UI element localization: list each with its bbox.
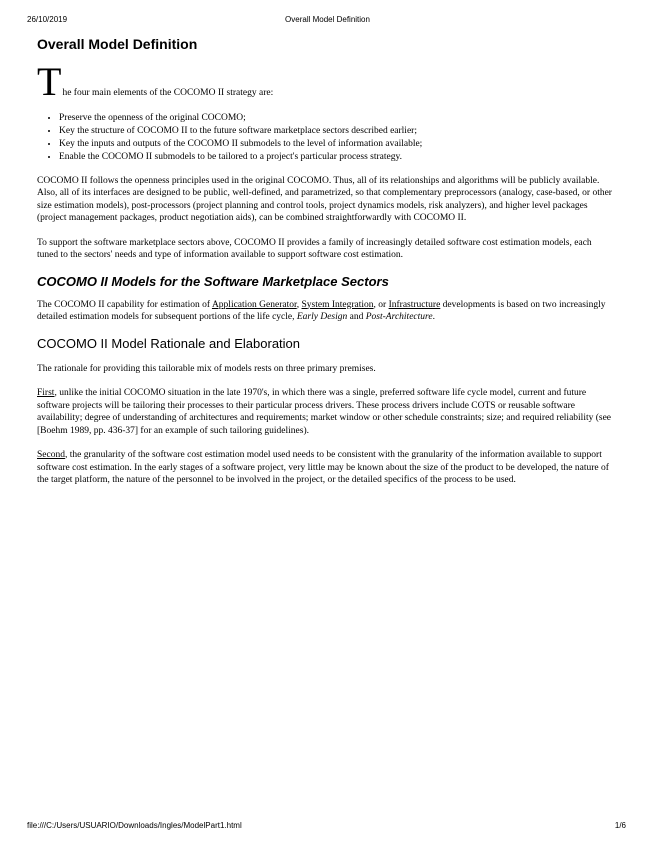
first-premise-paragraph: [37, 387, 615, 437]
application-generator-link[interactable]: Application Generator: [211, 299, 297, 310]
openness-paragraph: COCOMO II follows the openness principles used in the original COCOMO. Thus, all of its relationships and algorithms will be publicly available. Also, all of its interfaces are designed to be public, well-defined, and parametrized, so that complementary preprocessors (analogy, case-based, or other size estimation models), post-processors (project planning and control tools, project dynamics models, risk analyzers), and higher level packages (project management packages, product negotiation aids), can be combined straightforwardly with COCOMO II.: [37, 175, 612, 223]
list-item: • Preserve the openness of the original COCOMO;: [59, 113, 615, 124]
list-item: • Key the inputs and outputs of the COCOMO II submodels to the level of information available;: [59, 139, 615, 150]
text-run: , or: [373, 299, 389, 310]
intro-text: he four main elements of the COCOMO II strategy are:: [62, 88, 274, 98]
list-item: • Enable the COCOMO II submodels to be tailored to a project's particular process strategy.: [59, 152, 615, 163]
text-run: .: [432, 312, 435, 322]
strategy-list: [37, 113, 615, 163]
infrastructure-link[interactable]: Infrastructure: [388, 299, 441, 310]
drop-cap: T: [37, 59, 62, 104]
text-run: The COCOMO II capability for estimation of: [37, 299, 212, 310]
first-link[interactable]: First: [37, 388, 55, 398]
text-run: developments is based on two increasingly detailed estimation models for subsequent portions of the life cycle,: [37, 299, 606, 322]
intro-paragraph: [37, 59, 615, 104]
print-date: 26/10/2019: [27, 15, 68, 24]
text-run: , unlike the initial COCOMO situation in the late 1970's, in which there was a single, preferred software life cycle model, current and future software projects will be tailoring their processes to their particular process drivers. These process drivers include COTS or reusable software availability; degree of understanding of architectures and requirements; market window or other schedule constraints; size; and required reliability (see [Boehm 1989, pp. 436-37] for an example of such tailoring guidelines).: [37, 388, 612, 436]
text-run: , the granularity of the software cost estimation model used needs to be consistent with the granularity of the information available to support software cost estimation. In the early stages of a software project, very little may be known about the size of the product to be developed, the nature of the target platform, the nature of the personnel to be involved in the project, or the detailed specifics of the process to be used.: [37, 450, 609, 485]
list-item: • Key the structure of COCOMO II to the future software marketplace sectors described earlier;: [59, 126, 615, 137]
page-title: Overall Model Definition: [37, 36, 198, 52]
section-heading-models: COCOMO II Models for the Software Marketplace Sectors: [37, 273, 389, 289]
early-design-term: Early Design: [296, 312, 348, 322]
section-heading-rationale: COCOMO II Model Rationale and Elaboration: [37, 335, 301, 351]
post-architecture-term: Post-Architecture: [365, 312, 433, 322]
print-header-title: Overall Model Definition: [285, 15, 370, 24]
document-body: [37, 36, 615, 499]
capability-paragraph: [37, 299, 615, 324]
text-run: and: [347, 312, 366, 322]
second-link[interactable]: Second: [37, 450, 65, 460]
text-run: ,: [296, 299, 302, 310]
rationale-paragraph: The rationale for providing this tailorable mix of models rests on three primary premises.: [37, 363, 376, 374]
system-integration-link[interactable]: System Integration: [301, 299, 374, 310]
page-number: 1/6: [614, 821, 626, 830]
marketplace-paragraph: To support the software marketplace sectors above, COCOMO II provides a family of increasingly detailed software cost estimation models, each tuned to the sectors' needs and type of information available to support software cost estimation.: [37, 237, 592, 260]
second-premise-paragraph: [37, 449, 615, 487]
file-path: file:///C:/Users/USUARIO/Downloads/Ingles/ModelPart1.html: [27, 821, 242, 830]
